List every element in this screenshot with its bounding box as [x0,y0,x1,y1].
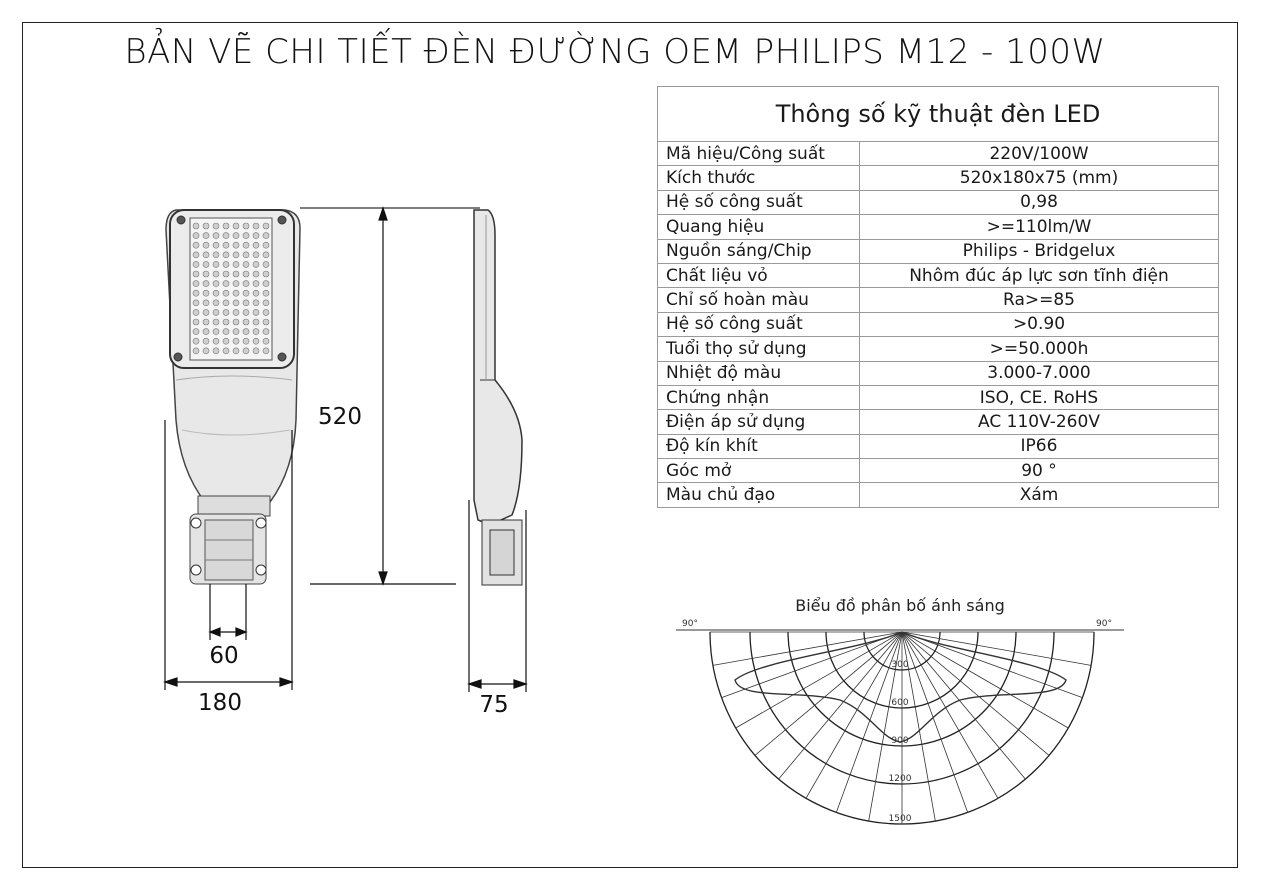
led-icon [213,290,219,296]
polar-title: Biểu đồ phân bố ánh sáng [795,596,1005,615]
led-icon [263,348,269,354]
led-icon [223,242,229,248]
led-icon [193,329,199,335]
led-icon [253,281,259,287]
led-icon [213,338,219,344]
led-icon [263,261,269,267]
screw-icon [278,216,286,224]
spec-value: 220V/100W [860,142,1219,166]
led-icon [213,233,219,239]
led-icon [263,338,269,344]
led-icon [193,348,199,354]
led-icon [203,271,209,277]
lamp-front-view [166,210,300,584]
led-icon [223,348,229,354]
led-icon [193,309,199,315]
led-icon [243,281,249,287]
spec-key: Chứng nhận [658,385,860,409]
led-icon [223,290,229,296]
neck-dimension-label: 60 [209,643,239,669]
led-icon [243,319,249,325]
spec-key: Quang hiệu [658,215,860,239]
led-icon [213,348,219,354]
led-icon [253,348,259,354]
led-icon [203,290,209,296]
led-icon [253,300,259,306]
led-icon [233,329,239,335]
led-icon [233,223,239,229]
led-icon [233,252,239,258]
led-icon [203,242,209,248]
led-icon [253,242,259,248]
led-icon [253,233,259,239]
led-icon [243,348,249,354]
led-icon [203,348,209,354]
led-icon [213,329,219,335]
led-icon [213,281,219,287]
led-icon [233,309,239,315]
led-icon [203,319,209,325]
led-icon [193,338,199,344]
led-icon [193,261,199,267]
led-icon [203,309,209,315]
led-icon [233,261,239,267]
spec-key: Hệ số công suất [658,190,860,214]
led-icon [263,233,269,239]
led-icon [253,252,259,258]
lamp-side-view [474,210,522,585]
led-icon [243,223,249,229]
led-icon [233,290,239,296]
led-icon [213,242,219,248]
led-icon [243,290,249,296]
screw-icon [278,353,286,361]
spec-key: Tuổi thọ sử dụng [658,337,860,361]
polar-angle-right: 90° [1096,619,1112,629]
led-icon [233,338,239,344]
led-icon [213,252,219,258]
spec-value: Xám [860,483,1219,507]
led-icon [243,309,249,315]
led-icon [203,252,209,258]
led-icon [193,252,199,258]
led-icon [213,271,219,277]
led-icon [223,319,229,325]
spec-value: 0,98 [860,190,1219,214]
spec-key: Chỉ số hoàn màu [658,288,860,312]
led-icon [213,223,219,229]
depth-dimension-label: 75 [479,692,509,718]
led-icon [233,281,239,287]
led-icon [243,233,249,239]
spec-key: Góc mở [658,459,860,483]
led-icon [193,319,199,325]
spec-value: AC 110V-260V [860,410,1219,434]
spec-value: Nhôm đúc áp lực sơn tĩnh điện [860,263,1219,287]
spec-key: Nguồn sáng/Chip [658,239,860,263]
led-icon [243,300,249,306]
led-icon [223,252,229,258]
polar-ring-label: 900 [891,736,909,746]
spec-key: Hệ số công suất [658,312,860,336]
screw-icon [174,353,182,361]
led-icon [263,300,269,306]
led-icon [223,233,229,239]
led-icon [263,329,269,335]
led-icon [233,242,239,248]
led-icon [243,242,249,248]
led-icon [213,319,219,325]
led-icon [263,242,269,248]
spec-value: >0.90 [860,312,1219,336]
spec-key: Màu chủ đạo [658,483,860,507]
led-icon [203,300,209,306]
led-icon [203,329,209,335]
led-icon [233,348,239,354]
spec-key: Kích thước [658,166,860,190]
led-icon [243,329,249,335]
spec-value: 520x180x75 (mm) [860,166,1219,190]
led-icon [243,261,249,267]
led-icon [263,290,269,296]
led-icon [263,319,269,325]
led-icon [223,329,229,335]
polar-ring-label: 300 [891,660,909,670]
led-icon [253,290,259,296]
led-icon [223,271,229,277]
spec-key: Chất liệu vỏ [658,263,860,287]
led-icon [233,271,239,277]
width-dimension-label: 180 [198,690,242,716]
led-icon [253,338,259,344]
led-icon [253,271,259,277]
led-icon [193,233,199,239]
spec-value: ISO, CE. RoHS [860,385,1219,409]
led-icon [223,300,229,306]
led-icon [223,338,229,344]
led-icon [233,319,239,325]
screw-icon [177,216,185,224]
polar-ring-label: 1500 [888,814,912,824]
led-icon [213,309,219,315]
led-icon [253,319,259,325]
led-icon [203,338,209,344]
spec-key: Điện áp sử dụng [658,410,860,434]
led-icon [243,252,249,258]
led-icon [253,223,259,229]
distribution-curve [735,632,1066,742]
led-icon [263,252,269,258]
led-icon [213,300,219,306]
spec-key: Mã hiệu/Công suất [658,142,860,166]
spec-table-heading: Thông số kỹ thuật đèn LED [658,87,1219,142]
led-icon [193,223,199,229]
spec-value: Philips - Bridgelux [860,239,1219,263]
led-icon [243,271,249,277]
spec-value: 3.000-7.000 [860,361,1219,385]
spec-key: Nhiệt độ màu [658,361,860,385]
led-icon [203,233,209,239]
led-icon [223,309,229,315]
led-icon [253,309,259,315]
led-icon [223,223,229,229]
led-icon [213,261,219,267]
led-icon [233,300,239,306]
led-icon [203,223,209,229]
spec-value: >=50.000h [860,337,1219,361]
led-icon [193,242,199,248]
led-icon [263,281,269,287]
led-icon [193,281,199,287]
led-icon [233,233,239,239]
spec-value: IP66 [860,434,1219,458]
polar-ring-label: 600 [891,698,909,708]
spec-value: 90 ° [860,459,1219,483]
led-icon [263,309,269,315]
height-dimension-label: 520 [318,404,362,430]
led-icon [263,271,269,277]
led-icon [223,261,229,267]
polar-angle-left: 90° [682,619,698,629]
led-icon [193,290,199,296]
led-icon [203,261,209,267]
spec-value: >=110lm/W [860,215,1219,239]
polar-ring-label: 1200 [888,774,912,784]
led-icon [223,281,229,287]
led-icon [253,261,259,267]
led-icon [263,223,269,229]
light-distribution-diagram [676,596,1124,824]
led-icon [203,281,209,287]
page-title: BẢN VẼ CHI TIẾT ĐÈN ĐƯỜNG OEM PHILIPS M12 - 100W [124,32,1106,72]
led-icon [253,329,259,335]
led-icon [193,300,199,306]
led-icon [193,271,199,277]
spec-key: Độ kín khít [658,434,860,458]
spec-value: Ra>=85 [860,288,1219,312]
led-icon [243,338,249,344]
